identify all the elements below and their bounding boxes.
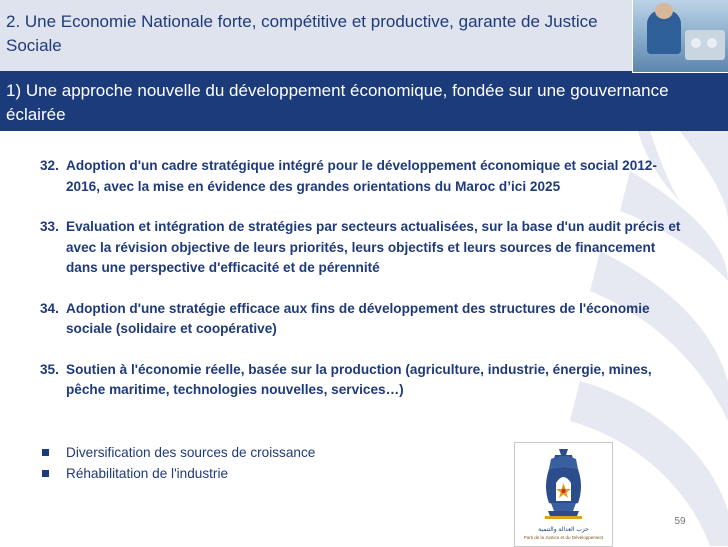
slide-title: 2. Une Economie Nationale forte, compétitive et productive, garante de Justice Sociale <box>6 12 598 55</box>
item-text: Evaluation et intégration de stratégies par secteurs actualisées, sur la base d'un audit précis et avec la révision objective de leurs priorités, leurs objectifs et leurs sources de financement dans une perspective d'efficacité et de pérennité <box>66 219 681 275</box>
list-item <box>40 217 690 279</box>
list-item <box>40 360 690 401</box>
section-banner <box>0 73 728 131</box>
item-text: Soutien à l'économie réelle, basée sur la production (agriculture, industrie, énergie, mines, pêche maritime, technologies nouvelles, services…) <box>66 361 652 397</box>
bullet-list <box>40 442 500 484</box>
list-item <box>40 156 690 197</box>
bullet-text: Réhabilitation de l'industrie <box>66 466 229 481</box>
party-logo <box>514 442 613 547</box>
section-subtitle: 1) Une approche nouvelle du développement économique, fondée sur une gouvernance éclairée <box>6 81 669 124</box>
logo-arabic-name: حزب العدالة والتنمية <box>538 527 589 533</box>
photo-machine-part <box>691 38 701 48</box>
bullet-text: Diversification des sources de croissance <box>66 445 316 460</box>
header-photo <box>633 0 728 72</box>
photo-worker-head <box>655 3 673 19</box>
lantern-icon <box>515 443 612 533</box>
item-number: 34. <box>40 300 59 316</box>
slide-header <box>0 0 632 73</box>
photo-machine-part <box>707 38 717 48</box>
item-number: 33. <box>40 219 59 234</box>
item-text: Adoption d'une stratégie efficace aux fins de développement des structures de l'économie sociale (solidaire et coopérative) <box>66 300 650 336</box>
bullet-item <box>40 463 500 484</box>
page-number: 59 <box>674 516 686 527</box>
square-bullet-icon <box>42 470 49 477</box>
item-text: Adoption d'un cadre stratégique intégré pour le développement économique et social 2012-2016, avec la mise en évidence des grandes orientations du Maroc d’ici 2025 <box>66 158 657 194</box>
numbered-list <box>40 156 690 401</box>
bullet-item <box>40 442 500 463</box>
square-bullet-icon <box>42 449 49 456</box>
item-number: 32. <box>40 158 59 173</box>
list-item <box>40 299 690 340</box>
item-number: 35. <box>40 361 59 377</box>
logo-french-name: Parti de la Justice et du Développement <box>523 535 604 540</box>
